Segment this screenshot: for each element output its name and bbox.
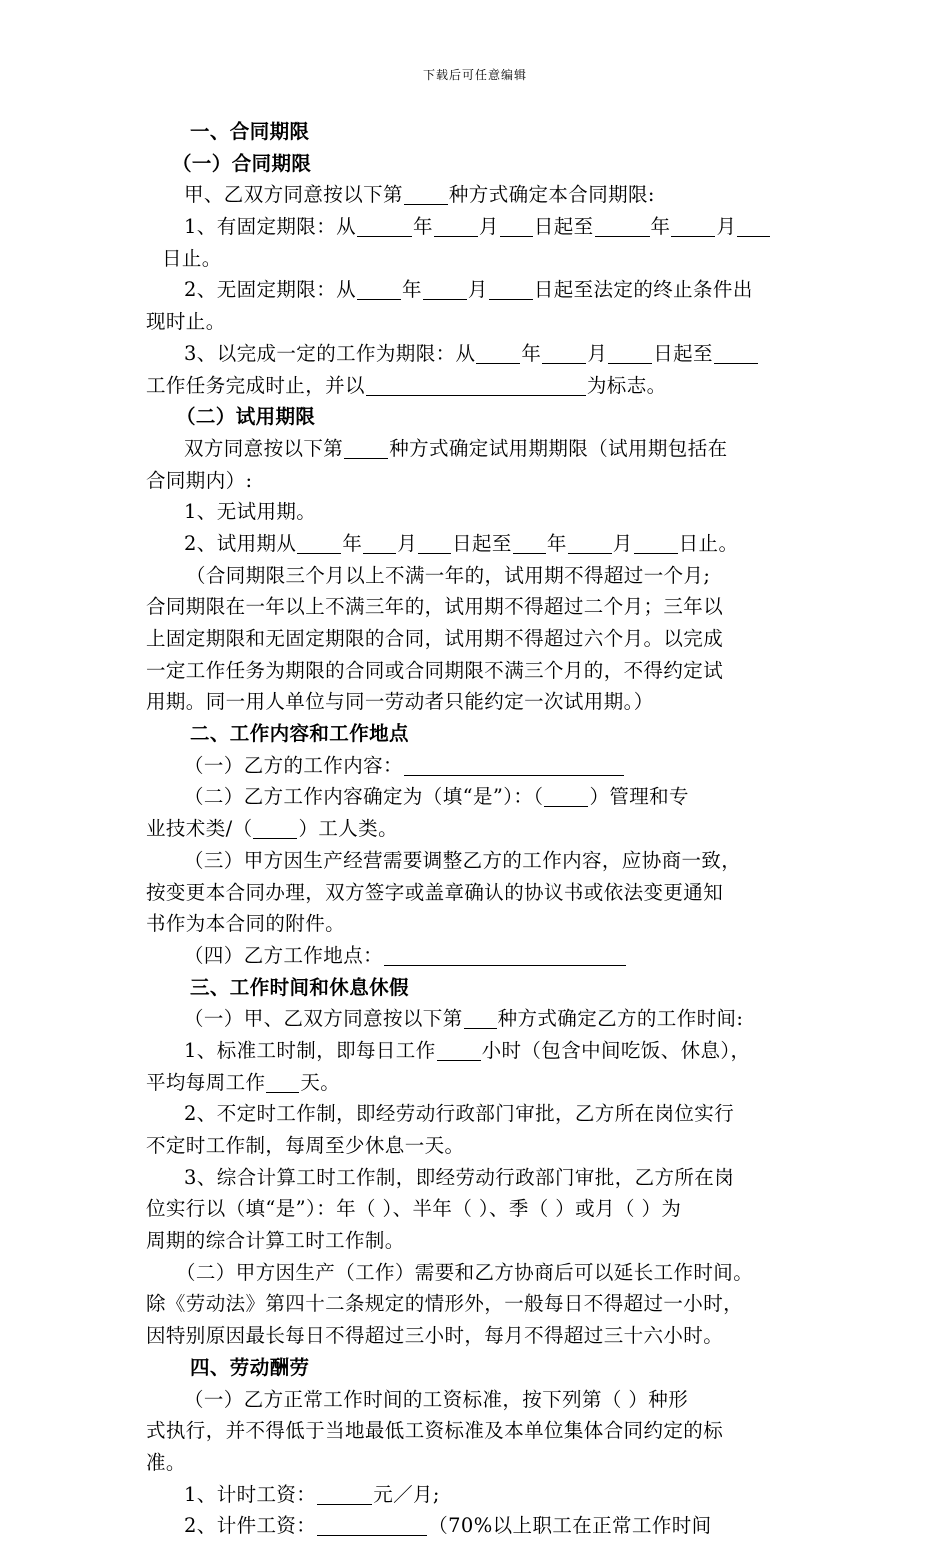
doc-text: 月 [397,531,418,555]
doc-line [146,972,806,1004]
doc-text: 年 [650,215,671,239]
doc-text: （二）乙方工作内容确定为（填“是”）：（ [184,785,544,809]
fill-in-blank[interactable] [568,531,612,554]
doc-line [146,560,806,592]
doc-text: ）管理和专 [589,785,689,809]
doc-text: 一定工作任务为期限的合同或合同期限不满三个月的，不得约定试 [146,658,724,682]
fill-in-blank[interactable] [500,214,533,237]
doc-text: 现时止。 [146,310,226,334]
doc-line [146,1352,806,1384]
doc-text: 1、有固定期限：从 [184,215,357,239]
doc-line [146,623,806,655]
contract-body [146,116,806,1542]
doc-text: （70%以上职工在正常工作时间 [428,1514,712,1538]
doc-line [146,845,806,877]
doc-line [146,116,806,148]
fill-in-blank[interactable] [423,277,467,300]
doc-line [146,940,806,972]
doc-text: （一）乙方的工作内容： [184,753,403,777]
doc-text: （二）甲方因生产（工作）需要和乙方协商后可以延长工作时间。 [176,1260,754,1284]
fill-in-blank[interactable] [634,531,678,554]
doc-text: 周期的综合计算工时工作制。 [146,1229,405,1253]
doc-line [146,1162,806,1194]
fill-in-blank[interactable] [513,531,546,554]
fill-in-blank[interactable] [714,341,758,364]
doc-text: 按变更本合同办理，双方签字或盖章确认的协议书或依法变更通知 [146,880,724,904]
doc-text: 双方同意按以下第 [184,436,344,460]
doc-text: 种方式确定本合同期限: [448,183,655,207]
fill-in-blank[interactable] [366,373,586,396]
doc-text: （一）乙方正常工作时间的工资标准，按下列第（ ）种形 [184,1387,689,1411]
doc-text: 月 [478,215,499,239]
doc-text: 式执行，并不得低于当地最低工资标准及本单位集体合同约定的标 [146,1419,724,1443]
doc-text: 天。 [300,1070,341,1094]
doc-line [146,1035,806,1067]
doc-line [146,274,806,306]
fill-in-blank[interactable] [404,182,448,205]
doc-line [146,1479,806,1511]
doc-text: 年 [413,215,433,239]
fill-in-blank[interactable] [384,943,626,966]
fill-in-blank[interactable] [266,1070,299,1093]
doc-text: 甲、乙双方同意按以下第 [184,183,403,207]
doc-line [146,465,806,497]
doc-line [146,528,806,560]
doc-text: 种方式确定乙方的工作时间: [497,1007,744,1031]
doc-text: 因特别原因最长每日不得超过三小时，每月不得超过三十六小时。 [146,1324,724,1348]
doc-line [146,1130,806,1162]
doc-text: 小时（包含中间吃饭、休息）， [481,1038,751,1062]
doc-text: 工作任务完成时止，并以 [146,373,365,397]
doc-text: （二）试用期限 [176,405,316,429]
fill-in-blank[interactable] [489,277,533,300]
fill-in-blank[interactable] [464,1006,497,1029]
doc-text: 一、合同期限 [190,120,310,143]
doc-text: 1、无试用期。 [184,500,317,524]
doc-line [146,813,806,845]
doc-line [146,718,806,750]
doc-line [146,401,806,433]
doc-text: 合同期限在一年以上不满三年的，试用期不得超过二个月；三年以 [146,595,724,619]
doc-line [146,148,806,180]
doc-text: 月 [467,278,488,302]
doc-text: 2、不定时工作制，即经劳动行政部门审批，乙方所在岗位实行 [184,1102,735,1126]
doc-line [146,1067,806,1099]
doc-text: 年 [521,341,542,365]
doc-text: 日起至 [452,531,512,555]
doc-line [146,1225,806,1257]
doc-text: 元／月; [373,1482,440,1506]
doc-text: 业技术类/（ [146,817,253,841]
doc-text: 准。 [146,1450,186,1474]
doc-text: 不定时工作制，每周至少休息一天。 [146,1134,465,1157]
doc-text: 位实行以（填“是”）：年（ ）、半年（ ）、季（ ）或月（ ）为 [146,1197,682,1221]
doc-line [146,338,806,370]
doc-line [146,781,806,813]
doc-line [146,1288,806,1320]
doc-text: 日止。 [678,531,739,555]
doc-text: 2、试用期从 [184,531,297,555]
doc-text: 3、综合计算工时工作制，即经劳动行政部门审批，乙方所在岗 [184,1165,735,1189]
doc-text: 日起至 [653,341,713,365]
doc-text: 上固定期限和无固定期限的合同，试用期不得超过六个月。以完成 [146,627,724,650]
fill-in-blank[interactable] [437,1038,481,1061]
fill-in-blank[interactable] [671,214,715,237]
doc-line [146,1320,806,1352]
doc-text: 合同期内）: [146,468,253,492]
fill-in-blank[interactable] [404,753,624,776]
fill-in-blank[interactable] [434,214,478,237]
doc-line [146,655,806,687]
doc-text: 3、以完成一定的工作为期限：从 [184,341,476,365]
fill-in-blank[interactable] [476,341,520,364]
fill-in-blank[interactable] [344,436,388,459]
doc-text: 平均每周工作 [146,1070,266,1094]
fill-in-blank[interactable] [737,214,770,237]
doc-line [146,1098,806,1130]
doc-line [146,1415,806,1447]
fill-in-blank[interactable] [253,816,297,839]
doc-text: 月 [587,341,608,365]
doc-text: 用期。同一用人单位与同一劳动者只能约定一次试用期。） [146,690,654,714]
doc-line [146,306,806,338]
doc-line [146,877,806,909]
doc-line [146,433,806,465]
fill-in-blank[interactable] [542,341,586,364]
doc-line [146,1447,806,1479]
doc-line [146,370,806,402]
doc-text: 四、劳动酬劳 [190,1355,310,1379]
doc-line [146,591,806,623]
fill-in-blank[interactable] [297,531,341,554]
doc-text: 二、工作内容和工作地点 [190,722,409,746]
doc-text: 月 [612,531,633,555]
fill-in-blank[interactable] [595,214,650,237]
doc-line [146,908,806,940]
doc-line [146,1003,806,1035]
doc-text: （一）合同期限 [172,151,312,175]
doc-text: 种方式确定试用期期限（试用期包括在 [389,436,728,460]
doc-line [146,1193,806,1225]
doc-text: 日起至 [533,215,594,239]
doc-line [146,686,806,718]
doc-text: 为标志。 [586,373,667,397]
fill-in-blank[interactable] [357,214,412,237]
fill-in-blank[interactable] [418,531,451,554]
doc-text: 年 [546,531,567,555]
doc-text: 年 [342,531,363,555]
doc-text: 三、工作时间和休息休假 [190,975,409,999]
doc-text: （三）甲方因生产经营需要调整乙方的工作内容，应协商一致， [184,848,742,872]
doc-text: 1、标准工时制，即每日工作 [184,1038,436,1062]
fill-in-blank[interactable] [317,1482,372,1505]
doc-text: 月 [716,215,737,239]
doc-line [146,211,806,243]
fill-in-blank[interactable] [544,784,588,807]
doc-text: 2、计件工资： [184,1514,317,1538]
doc-text: 除《劳动法》第四十二条规定的情形外，一般每日不得超过一小时， [146,1292,744,1316]
doc-line [146,750,806,782]
fill-in-blank[interactable] [317,1513,427,1536]
doc-text: （合同期限三个月以上不满一年的，试用期不得超过一个月; [186,563,711,587]
doc-text: 1、计时工资： [184,1482,317,1506]
fill-in-blank[interactable] [363,531,396,554]
doc-text: 2、无固定期限：从 [184,278,357,302]
fill-in-blank[interactable] [357,277,401,300]
fill-in-blank[interactable] [608,341,652,364]
doc-text: （一）甲、乙双方同意按以下第 [184,1007,463,1031]
doc-line [146,1510,806,1542]
doc-text: （四）乙方工作地点： [184,943,384,967]
doc-text: 年 [402,278,422,302]
doc-text: 日止。 [162,246,222,270]
doc-line [146,496,806,528]
doc-text: 日起至法定的终止条件出 [533,278,753,302]
doc-text: 书作为本合同的附件。 [146,912,346,936]
doc-text: ）工人类。 [298,817,398,841]
doc-line [146,179,806,211]
doc-line [146,1384,806,1416]
doc-line [146,243,806,275]
page-header: 下载后可任意编辑 [422,68,527,82]
doc-line [146,1257,806,1289]
